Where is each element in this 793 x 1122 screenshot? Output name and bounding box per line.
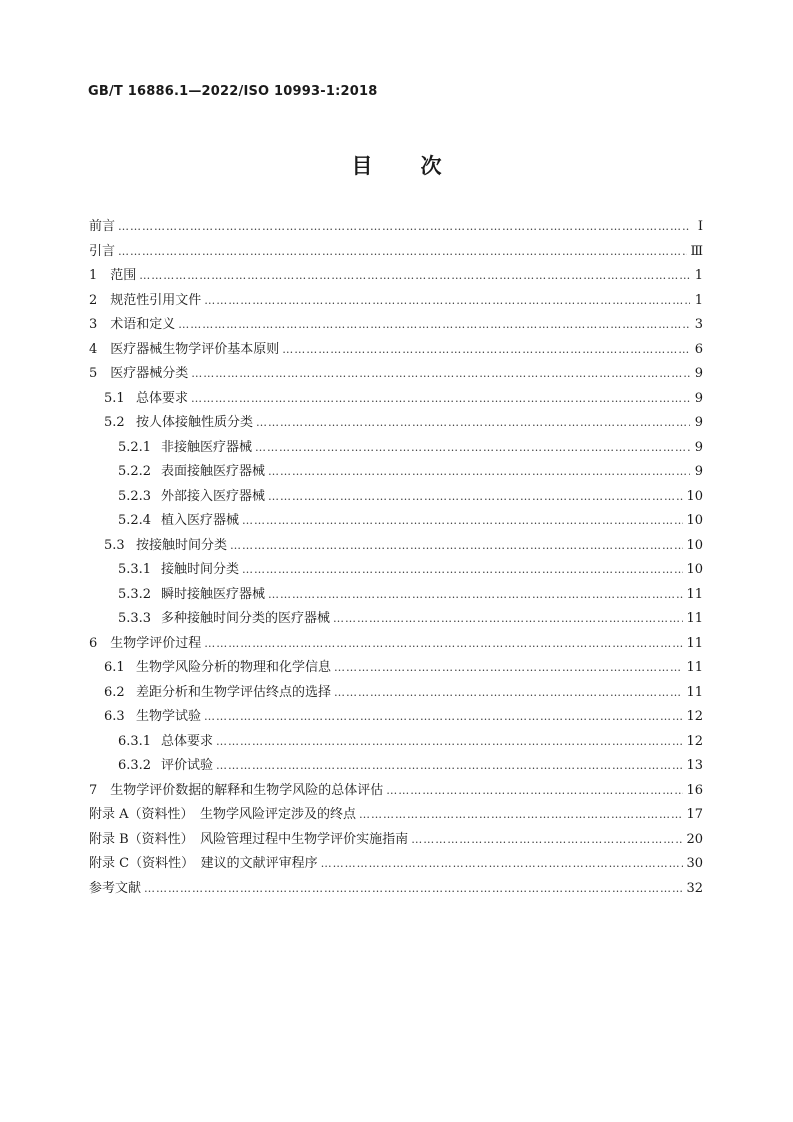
toc-entry[interactable] <box>89 852 703 877</box>
toc-entry-number: 5 <box>89 366 111 381</box>
toc-dot-leader <box>386 779 683 804</box>
toc-entry-page: 12 <box>686 733 703 749</box>
toc-dot-leader <box>118 240 687 265</box>
toc-entry-number: 5.2 <box>104 415 125 430</box>
toc-dot-leader <box>334 656 683 681</box>
toc-entry[interactable] <box>89 289 703 314</box>
toc-entry-page: 13 <box>686 758 703 773</box>
toc-entry-number: 7 <box>89 782 111 798</box>
toc-dot-leader <box>256 411 690 436</box>
toc-entry-label: 医疗器械生物学评价基本原则 <box>110 341 280 357</box>
toc-entry-label: 范围 <box>110 268 137 283</box>
toc-entry-page: 1 <box>694 268 703 283</box>
toc-entry-page: Ⅲ <box>690 243 703 259</box>
toc-entry-label: 按人体接触性质分类 <box>136 415 254 430</box>
toc-entry-page: 16 <box>686 782 703 798</box>
toc-dot-leader <box>191 387 690 412</box>
toc-entry[interactable] <box>89 240 703 265</box>
toc-entry-page: 11 <box>686 660 703 675</box>
toc-entry[interactable] <box>89 338 703 363</box>
toc-entry-page: 9 <box>694 464 703 479</box>
toc-entry[interactable] <box>89 877 703 902</box>
toc-entry-page: 11 <box>686 635 703 651</box>
toc-entry[interactable] <box>89 754 703 779</box>
toc-entry-label: 生物学评价过程 <box>110 635 202 651</box>
toc-dot-leader <box>204 289 690 314</box>
toc-entry-number: 6.1 <box>104 660 125 675</box>
toc-entry[interactable] <box>89 436 703 461</box>
toc-entry-label: 附录 C（资料性） 建议的文献评审程序 <box>89 856 318 871</box>
toc-entry-page: 30 <box>686 856 703 871</box>
toc-entry-page: Ⅰ <box>697 219 703 234</box>
toc-dot-leader <box>191 362 690 387</box>
toc-entry-page: 11 <box>686 611 703 626</box>
toc-entry-page: 9 <box>694 390 703 406</box>
toc-entry[interactable] <box>89 313 703 338</box>
toc-entry[interactable] <box>89 362 703 387</box>
toc-entry[interactable] <box>89 705 703 730</box>
toc-entry-number: 1 <box>89 268 111 283</box>
toc-entry-number: 6.2 <box>104 684 125 700</box>
toc-entry-number: 5.1 <box>104 390 125 406</box>
toc-entry-label: 术语和定义 <box>110 317 176 332</box>
toc-dot-leader <box>204 705 683 730</box>
toc-dot-leader <box>230 534 683 559</box>
toc-entry[interactable] <box>89 607 703 632</box>
toc-entry-page: 10 <box>686 562 703 577</box>
toc-entry[interactable] <box>89 632 703 657</box>
toc-entry[interactable] <box>89 509 703 534</box>
page-title <box>0 150 793 180</box>
toc-entry-page: 20 <box>686 831 703 847</box>
toc-entry-page: 10 <box>686 537 703 553</box>
toc-entry-label: 附录 B（资料性） 风险管理过程中生物学评价实施指南 <box>89 831 409 847</box>
toc-entry-label: 瞬时接触医疗器械 <box>161 586 266 602</box>
toc-dot-leader <box>334 681 683 706</box>
toc-entry-label: 参考文献 <box>89 880 142 896</box>
toc-entry-page: 6 <box>694 341 703 357</box>
toc-entry-label: 生物学评价数据的解释和生物学风险的总体评估 <box>110 782 384 798</box>
toc-dot-leader <box>216 754 683 779</box>
toc-entry-number: 5.2.2 <box>118 464 152 479</box>
toc-dot-leader <box>216 730 683 755</box>
toc-entry-number: 3 <box>89 317 111 332</box>
toc-dot-leader <box>242 509 683 534</box>
toc-entry[interactable] <box>89 264 703 289</box>
toc-dot-leader <box>321 852 684 877</box>
toc-entry-page: 10 <box>686 513 703 528</box>
toc-entry[interactable] <box>89 215 703 240</box>
toc-dot-leader <box>118 215 690 240</box>
toc-entry-page: 12 <box>686 709 703 724</box>
toc-entry[interactable] <box>89 779 703 804</box>
toc-entry[interactable] <box>89 534 703 559</box>
toc-entry-number: 5.2.1 <box>118 439 152 455</box>
document-header: GB/T 16886.1—2022/ISO 10993-1:2018 <box>88 84 378 99</box>
toc-entry-label: 差距分析和生物学评估终点的选择 <box>136 684 332 700</box>
toc-entry-label: 按接触时间分类 <box>136 537 228 553</box>
toc-dot-leader <box>144 877 683 902</box>
toc-entry-label: 外部接入医疗器械 <box>161 488 266 504</box>
toc-entry-label: 医疗器械分类 <box>110 366 189 381</box>
toc-entry-number: 6.3.1 <box>118 733 152 749</box>
toc-dot-leader <box>359 803 683 828</box>
toc-entry[interactable] <box>89 583 703 608</box>
toc-entry-number: 5.2.4 <box>118 513 152 528</box>
toc-dot-leader <box>411 828 683 853</box>
title-char-2: 次 <box>420 154 442 178</box>
toc-dot-leader <box>333 607 683 632</box>
toc-entry-label: 植入医疗器械 <box>161 513 240 528</box>
toc-entry-label: 前言 <box>89 219 116 234</box>
toc-entry-page: 10 <box>686 488 703 504</box>
toc-dot-leader <box>268 460 690 485</box>
toc-entry-page: 32 <box>686 880 703 896</box>
toc-entry[interactable] <box>89 803 703 828</box>
toc-entry-number: 6 <box>89 635 111 651</box>
toc-entry-label: 多种接触时间分类的医疗器械 <box>161 611 331 626</box>
toc-entry-label: 表面接触医疗器械 <box>161 464 266 479</box>
toc-entry-number: 6.3 <box>104 709 125 724</box>
toc-entry-label: 生物学试验 <box>136 709 202 724</box>
toc-entry-page: 1 <box>694 292 703 308</box>
toc-entry-label: 评价试验 <box>161 758 214 773</box>
toc-entry-label: 总体要求 <box>161 733 214 749</box>
toc-dot-leader <box>178 313 690 338</box>
toc-entry[interactable] <box>89 681 703 706</box>
toc-entry[interactable] <box>89 656 703 681</box>
toc-entry-number: 4 <box>89 341 111 357</box>
toc-entry[interactable] <box>89 460 703 485</box>
toc-dot-leader <box>268 485 683 510</box>
toc-entry-number: 5.2.3 <box>118 488 152 504</box>
toc-entry-label: 附录 A（资料性） 生物学风险评定涉及的终点 <box>89 807 357 822</box>
toc-entry-page: 11 <box>686 586 703 602</box>
toc-dot-leader <box>204 632 683 657</box>
toc-entry-page: 11 <box>686 684 703 700</box>
toc-entry[interactable] <box>89 558 703 583</box>
toc-entry[interactable] <box>89 387 703 412</box>
toc-entry-number: 5.3.1 <box>118 562 152 577</box>
toc-entry-page: 9 <box>694 415 703 430</box>
toc-dot-leader <box>139 264 690 289</box>
toc-entry-label: 引言 <box>89 243 116 259</box>
toc-dot-leader <box>282 338 690 363</box>
toc-entry-page: 17 <box>686 807 703 822</box>
toc-entry-page: 3 <box>694 317 703 332</box>
toc-entry[interactable] <box>89 485 703 510</box>
toc-entry-number: 5.3 <box>104 537 125 553</box>
title-char-1: 目 <box>351 154 373 178</box>
toc-entry-number: 5.3.3 <box>118 611 152 626</box>
toc-entry-label: 接触时间分类 <box>161 562 240 577</box>
toc-dot-leader <box>268 583 683 608</box>
toc-entry-label: 生物学风险分析的物理和化学信息 <box>136 660 332 675</box>
toc-entry-label: 总体要求 <box>136 390 189 406</box>
toc-entry-page: 9 <box>694 439 703 455</box>
toc-dot-leader <box>242 558 683 583</box>
toc-entry-label: 非接触医疗器械 <box>161 439 253 455</box>
table-of-contents <box>89 215 703 901</box>
toc-entry[interactable] <box>89 411 703 436</box>
toc-entry-number: 6.3.2 <box>118 758 152 773</box>
toc-entry-number: 2 <box>89 292 111 308</box>
toc-entry[interactable] <box>89 828 703 853</box>
toc-entry[interactable] <box>89 730 703 755</box>
toc-entry-page: 9 <box>694 366 703 381</box>
toc-entry-number: 5.3.2 <box>118 586 152 602</box>
toc-entry-label: 规范性引用文件 <box>110 292 202 308</box>
toc-dot-leader <box>255 436 690 461</box>
